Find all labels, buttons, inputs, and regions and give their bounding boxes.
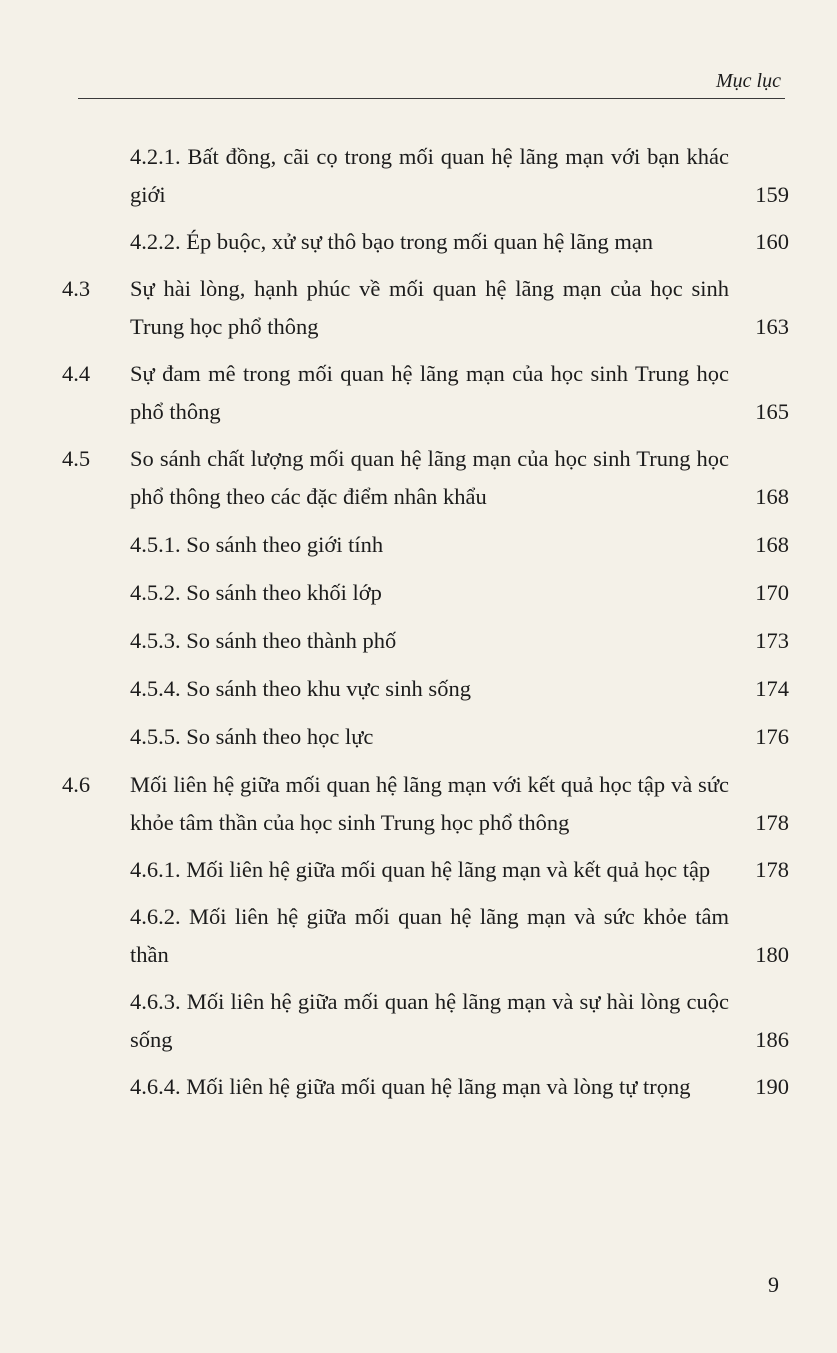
toc-entry[interactable] [62,898,789,974]
entry-title: 4.5.3. So sánh theo thành phố [130,628,397,653]
entry-number: 4.6 [62,772,91,797]
entry-title: 4.6.3. Mối liên hệ giữa mối quan hệ lãng mạn và sự hài lòng cuộc sống [130,989,729,1052]
entry-title: 4.6.4. Mối liên hệ giữa mối quan hệ lãng mạn và lòng tự trọng [130,1074,691,1099]
toc-entry[interactable] [62,440,789,516]
entry-page: 186 [755,1027,789,1052]
entry-number: 4.5 [62,446,91,471]
entry-title: 4.5.2. So sánh theo khối lớp [130,580,382,605]
entry-page: 159 [755,182,789,207]
toc-entry[interactable] [62,851,789,889]
entry-page: 170 [755,580,789,605]
entry-number: 4.4 [62,361,91,386]
entry-title: 4.5.4. So sánh theo khu vực sinh sống [130,676,471,701]
toc-entry[interactable] [62,574,789,612]
entry-title: 4.2.1. Bất đồng, cãi cọ trong mối quan hệ lãng mạn với bạn khác giới [130,144,729,207]
toc-entry[interactable] [62,223,789,261]
entry-page: 165 [755,399,789,424]
page-number: 9 [768,1272,779,1297]
header-title: Mục lục [716,70,781,92]
entry-page: 168 [755,484,789,509]
toc-entry[interactable] [62,526,789,564]
entry-page: 174 [755,676,789,701]
entry-title: So sánh chất lượng mối quan hệ lãng mạn của học sinh Trung học phổ thông theo các đặc điểm nhân khẩu [130,446,729,509]
running-header [78,62,785,99]
entry-page: 176 [755,724,789,749]
toc-entry[interactable] [62,138,789,214]
toc-entry[interactable] [62,670,789,708]
entry-title: 4.6.1. Mối liên hệ giữa mối quan hệ lãng mạn và kết quả học tập [130,857,711,882]
toc-entry[interactable] [62,1068,789,1106]
entry-page: 190 [755,1074,789,1099]
table-of-contents [62,138,789,1106]
entry-title: Mối liên hệ giữa mối quan hệ lãng mạn với kết quả học tập và sức khỏe tâm thần của học sinh Trung học phổ thông [130,772,729,835]
entry-page: 168 [755,532,789,557]
entry-page: 160 [755,229,789,254]
toc-entry[interactable] [62,718,789,756]
toc-entry[interactable] [62,622,789,660]
entry-page: 178 [755,810,789,835]
entry-title: 4.6.2. Mối liên hệ giữa mối quan hệ lãng mạn và sức khỏe tâm thần [130,904,729,967]
entry-title: 4.2.2. Ép buộc, xử sự thô bạo trong mối quan hệ lãng mạn [130,229,654,254]
entry-page: 178 [755,857,789,882]
toc-entry[interactable] [62,983,789,1059]
entry-title: 4.5.5. So sánh theo học lực [130,724,374,749]
entry-title: Sự đam mê trong mối quan hệ lãng mạn của học sinh Trung học phổ thông [130,361,729,424]
toc-entry[interactable] [62,766,789,842]
entry-title: Sự hài lòng, hạnh phúc về mối quan hệ lãng mạn của học sinh Trung học phổ thông [130,276,729,339]
toc-entry[interactable] [62,270,789,346]
toc-entry[interactable] [62,355,789,431]
entry-page: 180 [755,942,789,967]
entry-page: 163 [755,314,789,339]
entry-number: 4.3 [62,276,91,301]
entry-title: 4.5.1. So sánh theo giới tính [130,532,384,557]
entry-page: 173 [755,628,789,653]
